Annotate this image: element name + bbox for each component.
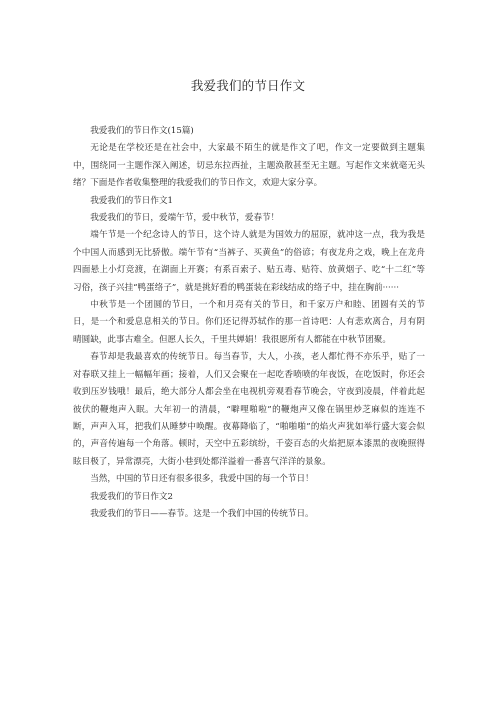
body-paragraph: 我爱我们的节日，爱端午节，爱中秋节，爱春节！ <box>90 213 280 224</box>
body-paragraph: 春节却是我最喜欢的传统节日。每当春节，大人，小孩，老人都忙得不亦乐乎，贴了一对春联又挂上一幅幅年画；接着，人们又会聚在一起吃香喷喷的年夜饭，在吃饭时，你还会收到压岁钱哦！最后，绝大部分人都会坐在电视机旁观看春节晚会，守夜到凌晨，伴着此起彼伏的鞭炮声入眠。大年初一的清晨，“噼哩啪啦”的鞭炮声又像在锅里炒芝麻似的连连不断，声声入耳，把我们从睡梦中唤醒。夜幕降临了，“啪啪啪”的焰火声犹如举行盛大宴会似的，声音传遍每一个角落。顿时，天空中五彩缤纷，千姿百态的火焰把原本漆黑的夜晚照得眩目极了，异常漂亮，大街小巷到处都洋溢着一番喜气洋洋的景象。 <box>73 352 425 467</box>
subtitle-paragraph: 我爱我们的节日作文(15篇) <box>90 126 194 136</box>
document-title: 我爱我们的节日作文 <box>190 78 306 93</box>
section-heading-2: 我爱我们的节日作文2 <box>90 491 173 502</box>
body-paragraph: 当然，中国的节日还有很多很多，我爱中国的每一个节日！ <box>90 474 314 485</box>
body-paragraph: 我爱我们的节日——春节。这是一个我们中国的传统节日。 <box>90 508 314 519</box>
body-paragraph: 端午节是一个纪念诗人的节日，这个诗人就是为国效力的屈原，就冲这一点，我为我是个中国人而感到无比骄傲。端午节有“当裤子、买黄鱼”的俗谚；有夜龙舟之戏，晚上在龙舟四面悬上小灯竞渡，在湖面上开赛；有系百索子、贴五毒、贴符、放黄烟子、吃“十二红”等习俗，孩子兴挂“鸭蛋络子”，就是挑好看的鸭蛋装在彩线结成的络子中，挂在胸前······ <box>73 230 425 293</box>
intro-paragraph: 无论是在学校还是在社会中，大家最不陌生的就是作文了吧，作文一定要做到主题集中，围绕同一主题作深入阐述，切忌东拉西扯，主题涣散甚至无主题。写起作文来就毫无头绪？下面是作者收集整理的我爱我们的节日作文，欢迎大家分享。 <box>73 143 425 189</box>
section-heading-1: 我爱我们的节日作文1 <box>90 195 173 206</box>
document-body <box>73 123 425 523</box>
body-paragraph: 中秋节是一个团圆的节日，一个和月亮有关的节日，和千家万户和睦、团圆有关的节日，是一个和爱息息相关的节日。你们还记得苏轼作的那一首诗吧：人有悲欢离合，月有阴晴圆缺，此事古难全。但愿人长久，千里共婵娟！我很愿所有人都能在中秋节团聚。 <box>73 300 425 345</box>
